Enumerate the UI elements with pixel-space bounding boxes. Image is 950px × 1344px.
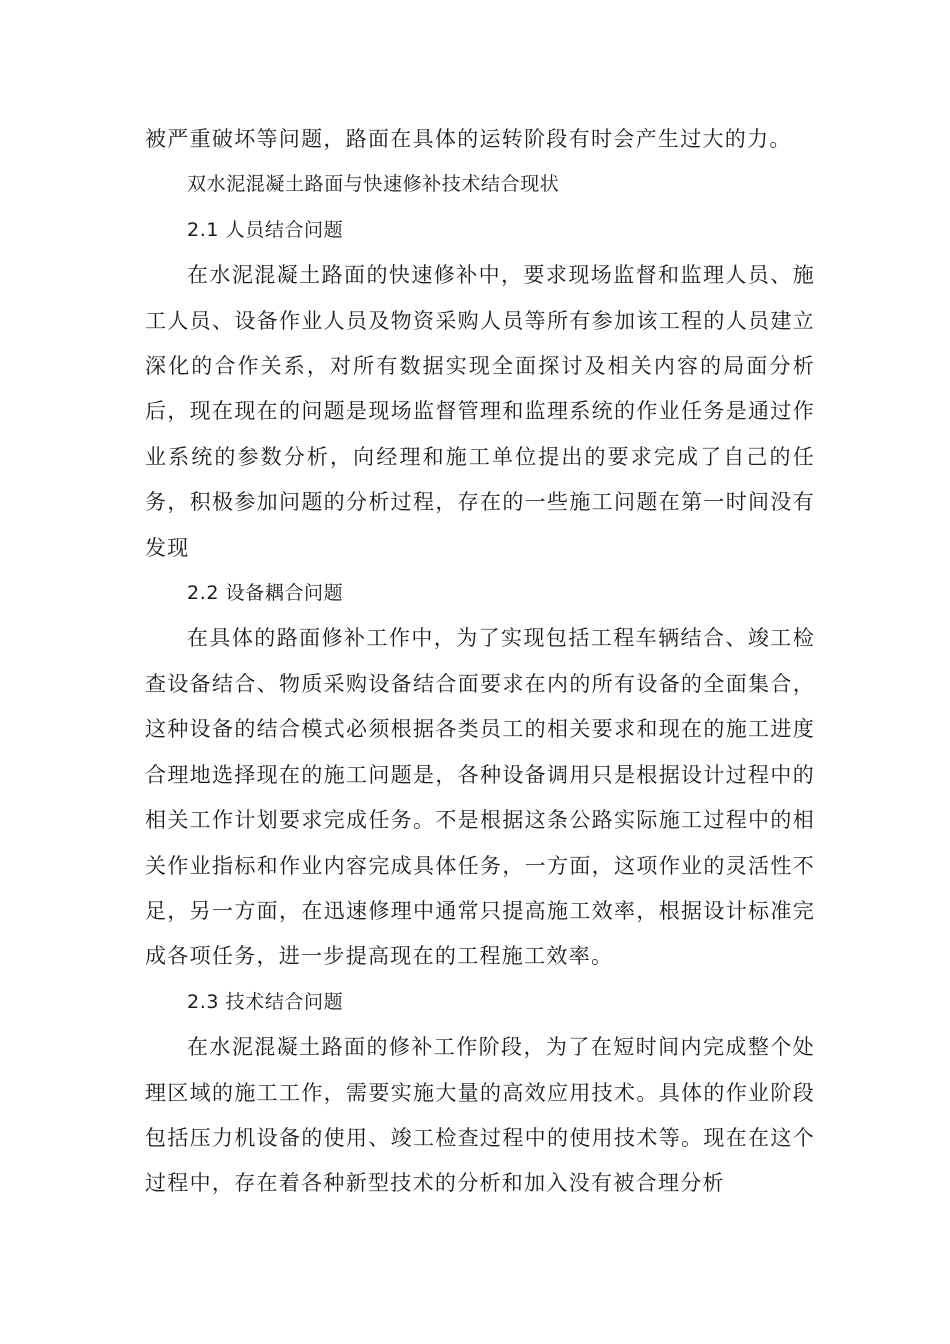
subsection-body-2-1: 在水泥混凝土路面的快速修补中，要求现场监督和监理人员、施工人员、设备作业人员及物资采购人员等所有参加该工程的人员建立深化的合作关系，对所有数据实现全面探讨及相关内容的局面分析后，现在现在的问题是现场监督管理和监理系统的作业任务是通过作业系统的参数分析，向经理和施工单位提出的要求完成了自己的任务，积极参加问题的分析过程，存在的一些施工问题在第一时间没有发现 bbox=[145, 263, 815, 560]
subsection-body-2-2: 在具体的路面修补工作中，为了实现包括工程车辆结合、竣工检查设备结合、物质采购设备结合面要求在内的所有设备的全面集合，这种设备的结合模式必须根据各类员工的相关要求和现在的施工进度合理地选择现在的施工问题是，各种设备调用只是根据设计过程中的相关工作计划要求完成任务。不是根据这条公路实际施工过程中的相关作业指标和作业内容完成具体任务，一方面，这项作业的灵活性不足，另一方面，在迅速修理中通常只提高施工效率，根据设计标准完成各项任务，进一步提高现在的工程施工效率。 bbox=[145, 626, 815, 969]
document-body bbox=[145, 117, 815, 1207]
subsection-heading-2-1: 2.1 人员结合问题 bbox=[187, 218, 344, 241]
subsection-body-2-3: 在水泥混凝土路面的修补工作阶段，为了在短时间内完成整个处理区域的施工工作，需要实施大量的高效应用技术。具体的作业阶段包括压力机设备的使用、竣工检查过程中的使用技术等。现在在这个过程中，存在着各种新型技术的分析和加入没有被合理分析 bbox=[145, 1035, 815, 1196]
section-title: 双水泥混凝土路面与快速修补技术结合现状 bbox=[187, 173, 560, 196]
subsection-heading-2-3: 2.3 技术结合问题 bbox=[187, 990, 344, 1013]
subsection-heading-2-2: 2.2 设备耦合问题 bbox=[187, 582, 344, 605]
continuation-paragraph: 被严重破坏等问题，路面在具体的运转阶段有时会产生过大的力。 bbox=[145, 127, 792, 151]
